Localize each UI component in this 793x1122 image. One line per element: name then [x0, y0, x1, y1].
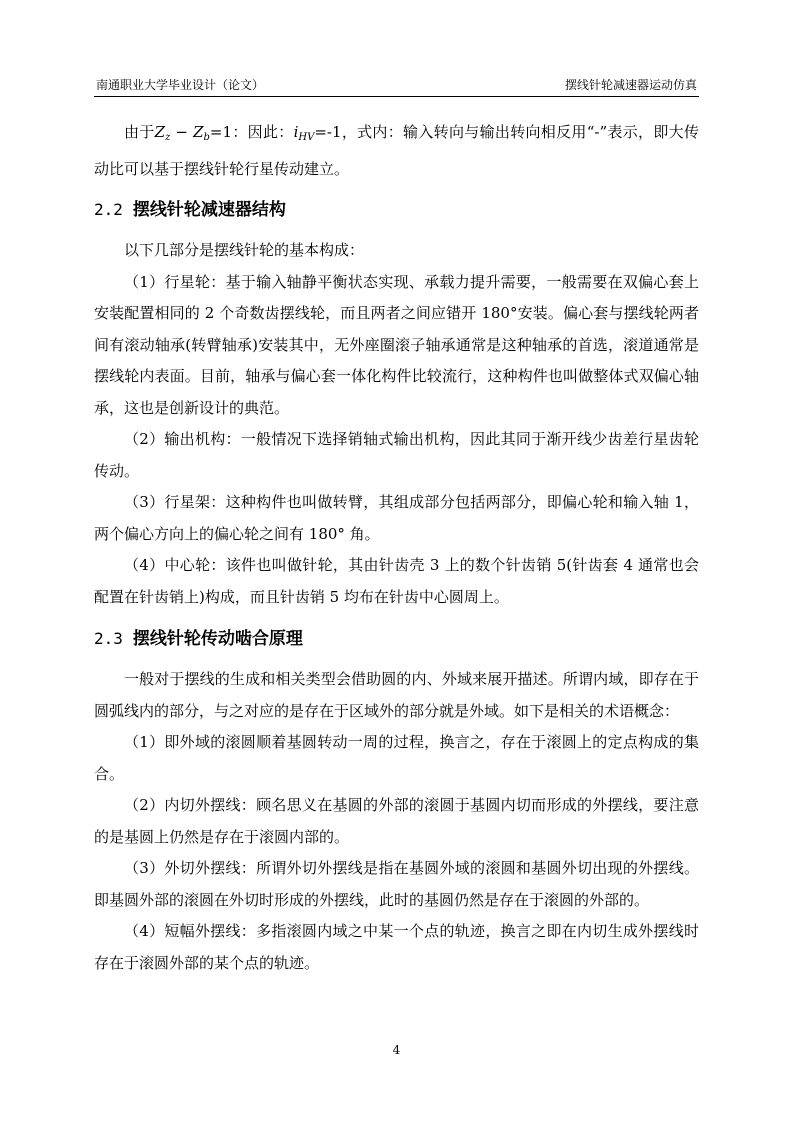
paragraph: 以下几部分是摆线针轮的基本构成：	[124, 241, 365, 259]
paragraph: （1）即外域的滚圆顺着基圆转动一周的过程，换言之，存在于滚圆上的定点构成的集合。	[94, 733, 699, 783]
paragraph: （2）输出机构：一般情况下选择销轴式输出机构，因此其同于渐开线少齿差行星齿轮传动。	[94, 430, 699, 480]
intro-text-3: =-1，式内：输入转向与输出转向相反用“-”表示，即大传动比可以基于摆线针轮行星传动建立。	[94, 123, 699, 178]
paragraph: （4）中心轮：该件也叫做针轮，其由针齿壳 3 上的数个针齿销 5(针齿套 4 通常也会配置在针齿销上)构成，而且针齿销 5 均布在针齿中心圆周上。	[94, 556, 699, 606]
intro-text-2: =1：因此：	[209, 123, 294, 141]
formula-zb: $Z_b$	[193, 123, 210, 143]
section-heading-2-3	[94, 627, 699, 651]
page-header	[94, 74, 699, 97]
paragraph: （2）内切外摆线：顾名思义在基圆的外部的滚圆于基圆内切而形成的外摆线，要注意的是基圆上仍然是存在于滚圆内部的。	[94, 796, 699, 846]
paragraph: （4）短幅外摆线：多指滚圆内域之中某一个点的轨迹，换言之即在内切生成外摆线时存在于滚圆外部的某个点的轨迹。	[94, 922, 699, 972]
paragraph: （3）外切外摆线：所谓外切外摆线是指在基圆外域的滚圆和基圆外切出现的外摆线。即基圆外部的滚圆在外切时形成的外摆线，此时的基圆仍然是存在于滚圆的外部的。	[94, 859, 699, 909]
section-number: 2.2	[94, 200, 123, 219]
formula-zz: $Z_z$	[154, 123, 171, 143]
page-number: 4	[392, 1043, 401, 1057]
section-title: 摆线针轮传动啮合原理	[132, 629, 303, 649]
formula-ihv: $i_{HV}$	[293, 123, 315, 143]
header-right: 摆线针轮减速器运动仿真	[564, 78, 697, 92]
section-number: 2.3	[94, 629, 123, 648]
formula-minus: −	[170, 123, 194, 141]
page-content	[94, 117, 699, 979]
paragraph: （1）行星轮：基于输入轴静平衡状态实现、承载力提升需要，一般需要在双偏心套上安装配置相同的 2 个奇数齿摆线轮，而且两者之间应错开 180°安装。偏心套与摆线轮两者间有滚动轴承(转臂轴承)安装其中，无外座圈滚子轴承通常是这种轴承的首选，滚道通常是摆线轮内表面。目前，轴承与偏心套一体化构件比较流行，这种构件也叫做整体式双偏心轴承，这也是创新设计的典范。	[94, 272, 699, 417]
section-heading-2-2	[94, 198, 699, 222]
header-left: 南通职业大学毕业设计（论文）	[96, 78, 265, 92]
paragraph: 一般对于摆线的生成和相关类型会借助圆的内、外域来展开描述。所谓内域，即存在于圆弧线内的部分，与之对应的是存在于区域外的部分就是外域。如下是相关的术语概念：	[94, 670, 699, 720]
section-title: 摆线针轮减速器结构	[132, 200, 286, 220]
intro-text-1: 由于	[124, 123, 155, 141]
intro-paragraph	[94, 117, 699, 185]
paragraph: （3）行星架：这种构件也叫做转臂，其组成部分包括两部分，即偏心轮和输入轴 1，两个偏心方向上的偏心轮之间有 180° 角。	[94, 493, 699, 543]
